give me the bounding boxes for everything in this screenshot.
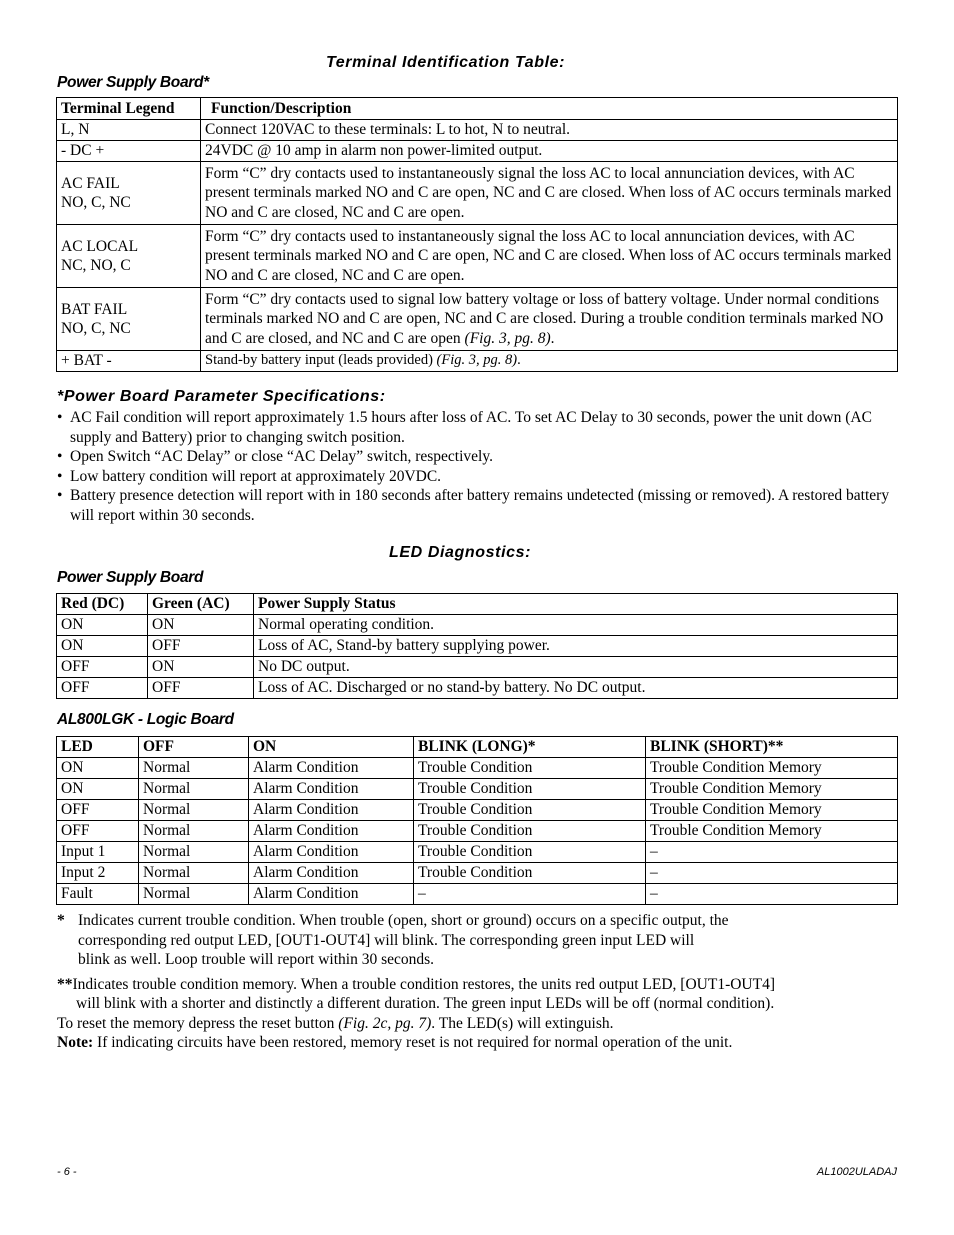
table-row (57, 615, 898, 636)
led-cell: ON (57, 779, 139, 800)
star-note (57, 911, 907, 970)
figure-reference: (Fig. 3, pg. 8) (436, 352, 518, 369)
list-item (57, 486, 907, 525)
on-cell: Alarm Condition (249, 884, 414, 905)
blink-short-cell: – (646, 842, 898, 863)
status-cell: Normal operating condition. (254, 615, 898, 636)
table-row (57, 758, 898, 779)
note-line (57, 975, 907, 995)
blink-long-cell: Trouble Condition (414, 800, 646, 821)
terminal-legend (57, 288, 201, 351)
power-supply-board-led-subtitle: Power Supply Board (57, 569, 204, 586)
red-dc-cell: ON (57, 636, 148, 657)
note-label: Note: (57, 1034, 94, 1051)
status-cell: No DC output. (254, 657, 898, 678)
blink-long-header: BLINK (LONG)* (414, 737, 646, 758)
page-number: - 6 - (57, 1166, 77, 1178)
bullet-text: Low battery condition will report at approximately 20VDC. (70, 467, 442, 485)
red-dc-header: Red (DC) (57, 594, 148, 615)
note-line: will blink with a shorter and distinctly a different duration. The green input LEDs will be off (normal condition). (76, 995, 775, 1012)
legend-line: AC LOCAL (61, 237, 139, 255)
double-star-marker: ** (57, 975, 73, 993)
reset-note (57, 1014, 907, 1034)
on-cell: Alarm Condition (249, 842, 414, 863)
power-supply-led-table (56, 593, 898, 699)
terminal-table (56, 97, 898, 372)
off-cell: Normal (139, 863, 249, 884)
blink-short-cell: Trouble Condition Memory (646, 821, 898, 842)
legend-line: AC FAIL (61, 174, 120, 192)
on-cell: Alarm Condition (249, 800, 414, 821)
blink-short-cell: – (646, 884, 898, 905)
green-ac-header: Green (AC) (148, 594, 254, 615)
terminal-description: Form “C” dry contacts used to instantaneously signal the loss AC to local annunciation devices, with AC present terminals marked NO and C are open, NC and C are closed. When loss of AC occurs terminals marked NO and C are closed, NC and C are open. (201, 225, 898, 288)
off-cell: Normal (139, 821, 249, 842)
blink-long-cell: Trouble Condition (414, 758, 646, 779)
table-row (57, 657, 898, 678)
green-ac-cell: OFF (148, 678, 254, 699)
reset-text: To reset the memory depress the reset button (57, 1014, 339, 1032)
on-header: ON (249, 737, 414, 758)
table-row (57, 636, 898, 657)
table-row (57, 225, 898, 288)
table-row (57, 779, 898, 800)
bullet-text: Open Switch “AC Delay” or close “AC Delay” switch, respectively. (70, 448, 493, 465)
bullet-icon: • (57, 448, 63, 465)
list-item (57, 408, 907, 447)
led-cell: OFF (57, 821, 139, 842)
off-cell: Normal (139, 842, 249, 863)
on-cell: Alarm Condition (249, 758, 414, 779)
table-row (57, 800, 898, 821)
led-cell: Input 1 (57, 842, 139, 863)
blink-short-cell: Trouble Condition Memory (646, 758, 898, 779)
bullet-text: Battery presence detection will report with in 180 seconds after battery remains undetected (missing or removed). A restored battery will report within 30 seconds. (70, 487, 890, 524)
blink-short-header: BLINK (SHORT)** (646, 737, 898, 758)
led-cell: Fault (57, 884, 139, 905)
terminal-legend (57, 162, 201, 225)
figure-reference: (Fig. 3, pg. 8) (464, 329, 551, 347)
legend-line: NO, C, NC (61, 320, 131, 337)
red-dc-cell: ON (57, 615, 148, 636)
terminal-description: Form “C” dry contacts used to instantaneously signal the loss AC to local annunciation devices, with AC present terminals marked NO and C are open, NC and C are closed. When loss of AC occurs terminals marked NO and C are closed, NC and C are open. (201, 162, 898, 225)
list-item (57, 447, 907, 467)
terminal-legend-header: Terminal Legend (57, 98, 201, 120)
note-line: blink as well. Loop trouble will report within 30 seconds. (78, 951, 435, 968)
green-ac-cell: OFF (148, 636, 254, 657)
blink-short-cell: Trouble Condition Memory (646, 800, 898, 821)
table-row (57, 678, 898, 699)
figure-reference: (Fig. 2c, pg. 7) (338, 1014, 432, 1032)
led-cell: OFF (57, 800, 139, 821)
star-marker: * (57, 912, 65, 929)
terminal-description: Connect 120VAC to these terminals: L to hot, N to neutral. (201, 120, 898, 141)
terminal-description: 24VDC @ 10 amp in alarm non power-limited output. (201, 141, 898, 162)
note-line: corresponding red output LED, [OUT1-OUT4] will blink. The corresponding green input LED will (78, 931, 695, 949)
terminal-legend (57, 225, 201, 288)
bullet-icon: • (57, 487, 63, 504)
table-row (57, 842, 898, 863)
legend-line: NO, C, NC (61, 194, 131, 211)
off-cell: Normal (139, 758, 249, 779)
list-item (57, 467, 907, 487)
led-diagnostics-title: LED Diagnostics: (389, 544, 532, 561)
power-supply-status-header: Power Supply Status (254, 594, 898, 615)
logic-board-led-table (56, 736, 898, 905)
status-cell: Loss of AC. Discharged or no stand-by battery. No DC output. (254, 678, 898, 699)
power-supply-board-subtitle: Power Supply Board* (57, 74, 209, 91)
legend-line: NC, NO, C (61, 257, 131, 274)
green-ac-cell: ON (148, 657, 254, 678)
off-header: OFF (139, 737, 249, 758)
table-row (57, 884, 898, 905)
blink-long-cell: Trouble Condition (414, 779, 646, 800)
terminal-legend: + BAT - (57, 351, 201, 372)
table-row (57, 351, 898, 372)
led-header: LED (57, 737, 139, 758)
status-cell: Loss of AC, Stand-by battery supplying power. (254, 636, 898, 657)
logic-board-subtitle: AL800LGK - Logic Board (57, 711, 234, 728)
green-ac-cell: ON (148, 615, 254, 636)
table-row (57, 120, 898, 141)
reset-text-end: . The LED(s) will extinguish. (431, 1014, 614, 1032)
off-cell: Normal (139, 779, 249, 800)
description-text: Stand-by battery input (leads provided) (205, 352, 437, 369)
blink-long-cell: – (414, 884, 646, 905)
table-row (57, 141, 898, 162)
parameter-bullet-list (57, 408, 907, 525)
blink-short-cell: – (646, 863, 898, 884)
parameter-specs-title: *Power Board Parameter Specifications: (57, 388, 386, 405)
footnotes (57, 911, 907, 1053)
on-cell: Alarm Condition (249, 779, 414, 800)
double-star-note (57, 975, 907, 1014)
blink-long-cell: Trouble Condition (414, 863, 646, 884)
on-cell: Alarm Condition (249, 821, 414, 842)
led-cell: Input 2 (57, 863, 139, 884)
bullet-text: AC Fail condition will report approximately 1.5 hours after loss of AC. To set AC Delay to 30 seconds, power the unit down (AC supply and Battery) prior to changing switch position. (70, 409, 872, 446)
bullet-icon: • (57, 467, 63, 485)
on-cell: Alarm Condition (249, 863, 414, 884)
led-cell: ON (57, 758, 139, 779)
blink-long-cell: Trouble Condition (414, 842, 646, 863)
document-id: AL1002ULADAJ (816, 1166, 897, 1178)
note-text: Indicates trouble condition memory. When a trouble condition restores, the units red output LED, [OUT1-OUT4] (72, 975, 775, 993)
blink-short-cell: Trouble Condition Memory (646, 779, 898, 800)
description-text: Form “C” dry contacts used to signal low battery voltage or loss of battery voltage. Under normal conditions terminals marked NO and C are open, NC and C are closed. During a trouble condition terminals marked NO and C are closed, and NC and C are open (205, 290, 884, 347)
function-description-header: Function/Description (201, 98, 898, 120)
red-dc-cell: OFF (57, 657, 148, 678)
terminal-legend: L, N (57, 120, 201, 141)
note-text: If indicating circuits have been restored, memory reset is not required for normal operation of the unit. (93, 1034, 733, 1051)
bullet-icon: • (57, 409, 63, 426)
terminal-description (201, 351, 898, 372)
table-row (57, 863, 898, 884)
off-cell: Normal (139, 884, 249, 905)
description-end: . (550, 329, 555, 347)
legend-line: BAT FAIL (61, 300, 128, 318)
table-row (57, 288, 898, 351)
table-row (57, 162, 898, 225)
blink-long-cell: Trouble Condition (414, 821, 646, 842)
terminal-description (201, 288, 898, 351)
table-row (57, 821, 898, 842)
description-end: . (517, 352, 521, 369)
terminal-table-title: Terminal Identification Table: (326, 54, 566, 71)
terminal-legend: - DC + (57, 141, 201, 162)
note-paragraph (57, 1033, 907, 1053)
note-line: Indicates current trouble condition. When trouble (open, short or ground) occurs on a specific output, the (78, 912, 729, 929)
red-dc-cell: OFF (57, 678, 148, 699)
off-cell: Normal (139, 800, 249, 821)
